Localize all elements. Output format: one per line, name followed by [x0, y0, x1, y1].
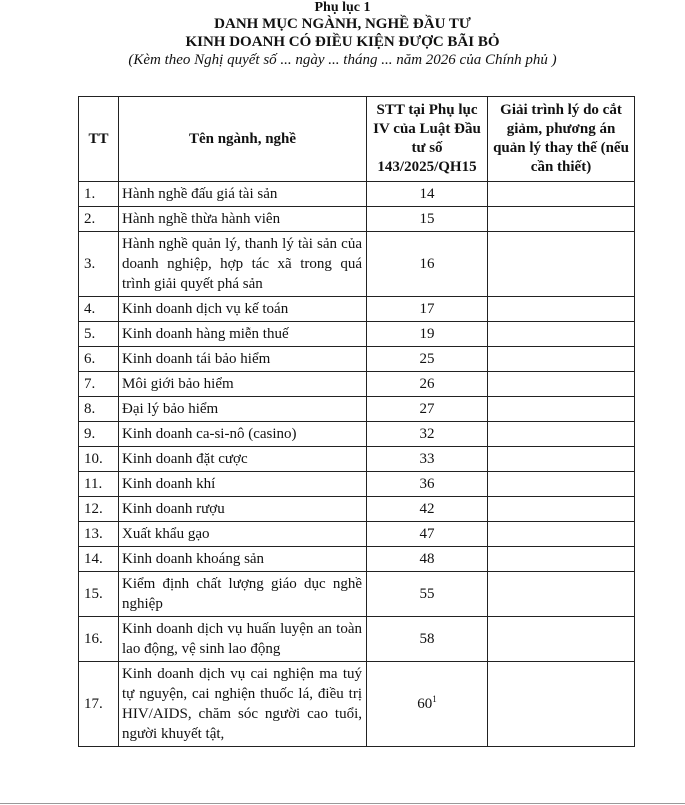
row-tt: 6.	[79, 347, 119, 372]
table-row	[79, 497, 635, 522]
row-stt-value: 36	[419, 476, 435, 492]
row-note	[488, 447, 635, 472]
row-stt	[367, 397, 488, 422]
row-note	[488, 662, 635, 747]
document-header	[0, 0, 685, 69]
row-stt-value: 27	[419, 401, 435, 417]
table-row	[79, 472, 635, 497]
appendix-label: Phụ lục 1	[314, 0, 371, 15]
table-row	[79, 662, 635, 747]
sector-table	[78, 96, 635, 747]
title-line-2: KINH DOANH CÓ ĐIỀU KIỆN ĐƯỢC BÃI BỎ	[185, 34, 500, 50]
row-note	[488, 617, 635, 662]
row-name: Xuất khẩu gạo	[119, 522, 367, 547]
row-note	[488, 497, 635, 522]
row-note	[488, 322, 635, 347]
row-note	[488, 232, 635, 297]
row-note	[488, 347, 635, 372]
row-name: Hành nghề thừa hành viên	[119, 207, 367, 232]
row-name: Kinh doanh khí	[119, 472, 367, 497]
row-note	[488, 207, 635, 232]
subtitle: (Kèm theo Nghị quyết số ... ngày ... tháng ... năm 2026 của Chính phủ )	[128, 52, 557, 68]
row-name: Kinh doanh ca-si-nô (casino)	[119, 422, 367, 447]
table-row	[79, 297, 635, 322]
row-name: Hành nghề đấu giá tài sản	[119, 182, 367, 207]
row-stt	[367, 232, 488, 297]
row-stt-value: 19	[419, 326, 435, 342]
row-name: Kinh doanh rượu	[119, 497, 367, 522]
row-note	[488, 522, 635, 547]
row-tt: 11.	[79, 472, 119, 497]
row-stt	[367, 522, 488, 547]
table-row	[79, 207, 635, 232]
row-stt	[367, 572, 488, 617]
row-stt-value: 33	[419, 451, 435, 467]
row-note	[488, 182, 635, 207]
row-stt-value: 14	[419, 186, 435, 202]
row-name: Hành nghề quản lý, thanh lý tài sản của doanh nghiệp, hợp tác xã trong quá trình giải quyết phá sản	[119, 232, 367, 297]
row-tt: 4.	[79, 297, 119, 322]
row-note	[488, 297, 635, 322]
row-tt: 5.	[79, 322, 119, 347]
table-header-row	[79, 97, 635, 182]
table-row	[79, 422, 635, 447]
row-tt: 15.	[79, 572, 119, 617]
row-tt: 2.	[79, 207, 119, 232]
row-stt	[367, 547, 488, 572]
row-stt	[367, 447, 488, 472]
table-row	[79, 617, 635, 662]
row-stt-value: 58	[419, 631, 435, 647]
row-note	[488, 472, 635, 497]
row-tt: 16.	[79, 617, 119, 662]
row-stt	[367, 662, 488, 747]
row-stt-value: 32	[419, 426, 435, 442]
row-stt-value: 26	[419, 376, 435, 392]
row-name: Kinh doanh đặt cược	[119, 447, 367, 472]
row-tt: 17.	[79, 662, 119, 747]
row-stt	[367, 347, 488, 372]
header-stt: STT tại Phụ lục IV của Luật Đầu tư số 143/2025/QH15	[367, 97, 488, 182]
table-row	[79, 232, 635, 297]
row-stt	[367, 497, 488, 522]
table-row	[79, 572, 635, 617]
row-note	[488, 547, 635, 572]
row-stt-value: 15	[419, 211, 435, 227]
row-stt-value: 60	[417, 696, 433, 712]
header-note: Giải trình lý do cắt giảm, phương án quản lý thay thế (nếu cần thiết)	[488, 97, 635, 182]
table-row	[79, 522, 635, 547]
row-note	[488, 372, 635, 397]
row-tt: 12.	[79, 497, 119, 522]
table-row	[79, 347, 635, 372]
row-name: Đại lý bảo hiểm	[119, 397, 367, 422]
table-row	[79, 397, 635, 422]
row-tt: 7.	[79, 372, 119, 397]
row-stt-value: 25	[419, 351, 435, 367]
row-stt	[367, 422, 488, 447]
row-stt	[367, 617, 488, 662]
row-stt	[367, 472, 488, 497]
row-name: Kinh doanh tái bảo hiểm	[119, 347, 367, 372]
row-stt-value: 16	[419, 256, 435, 272]
row-name: Kiểm định chất lượng giáo dục nghề nghiệp	[119, 572, 367, 617]
row-stt-value: 48	[419, 551, 435, 567]
row-note	[488, 422, 635, 447]
row-name: Kinh doanh dịch vụ cai nghiện ma tuý tự nguyện, cai nghiện thuốc lá, điều trị HIV/AIDS, chăm sóc người cao tuổi, người khuyết tật,	[119, 662, 367, 747]
row-stt-value: 42	[419, 501, 435, 517]
row-tt: 8.	[79, 397, 119, 422]
table-row	[79, 447, 635, 472]
row-name: Kinh doanh hàng miễn thuế	[119, 322, 367, 347]
row-tt: 9.	[79, 422, 119, 447]
row-stt	[367, 182, 488, 207]
title-line-1: DANH MỤC NGÀNH, NGHỀ ĐẦU TƯ	[214, 16, 471, 32]
row-tt: 3.	[79, 232, 119, 297]
footnote-marker: 1	[432, 694, 437, 704]
row-tt: 13.	[79, 522, 119, 547]
row-tt: 1.	[79, 182, 119, 207]
row-note	[488, 397, 635, 422]
row-stt-value: 17	[419, 301, 435, 317]
row-name: Kinh doanh dịch vụ huấn luyện an toàn lao động, vệ sinh lao động	[119, 617, 367, 662]
table-row	[79, 322, 635, 347]
table-row	[79, 372, 635, 397]
row-stt	[367, 322, 488, 347]
header-name: Tên ngành, nghề	[119, 97, 367, 182]
table-body	[79, 182, 635, 747]
row-note	[488, 572, 635, 617]
row-name: Kinh doanh dịch vụ kế toán	[119, 297, 367, 322]
row-stt	[367, 207, 488, 232]
row-tt: 14.	[79, 547, 119, 572]
row-stt-value: 47	[419, 526, 435, 542]
table-row	[79, 182, 635, 207]
header-tt: TT	[79, 97, 119, 182]
page-bottom-divider	[0, 803, 685, 804]
row-name: Kinh doanh khoáng sản	[119, 547, 367, 572]
row-name: Môi giới bảo hiểm	[119, 372, 367, 397]
row-stt-value: 55	[419, 586, 435, 602]
row-stt	[367, 372, 488, 397]
table-row	[79, 547, 635, 572]
row-stt	[367, 297, 488, 322]
row-tt: 10.	[79, 447, 119, 472]
